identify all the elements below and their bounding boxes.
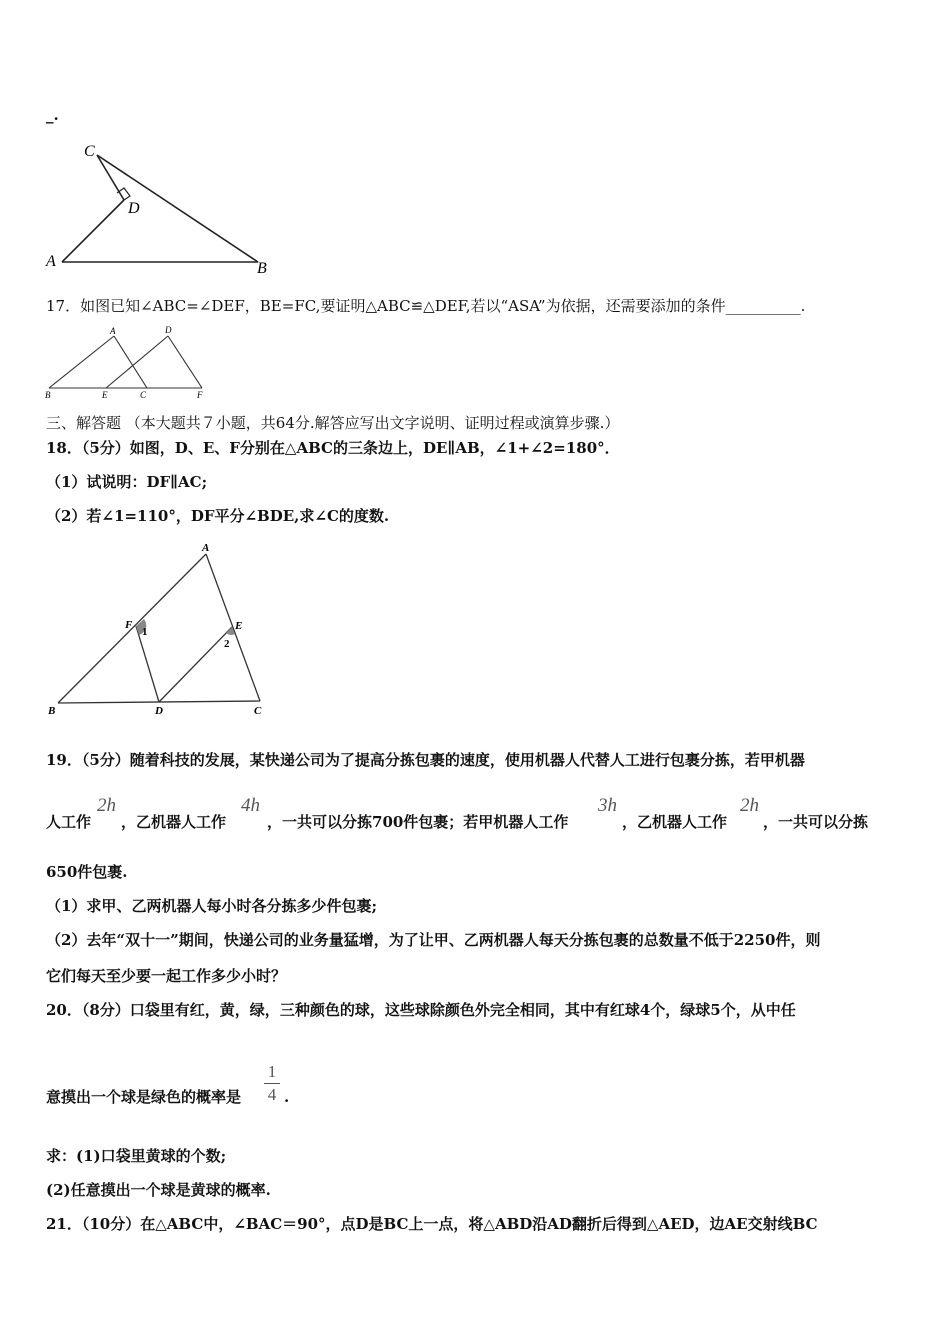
label-2: 2 [224, 638, 230, 650]
label-b: B [45, 390, 51, 400]
question-18-stem: 18．（5分）如图，D、E、F分别在△ABC的三条边上，DE∥AB，∠1+∠2=180°． [46, 439, 620, 457]
segment-fd [136, 626, 159, 702]
label-a: A [46, 253, 56, 270]
label-f: F [197, 390, 203, 400]
label-a: A [202, 542, 210, 554]
question-20-line-2b: . [284, 1088, 290, 1106]
label-1: 1 [142, 626, 148, 638]
segment-ac [114, 336, 147, 388]
question-17-text: 17．如图已知∠ABC=∠DEF，BE=FC,要证明△ABC≌△DEF,若以“ASA”为依据，还需要添加的条件 [46, 297, 726, 315]
label-c: C [254, 705, 262, 717]
label-a: A [110, 326, 116, 336]
question-20-ask: 求：(1)口袋里黄球的个数; [46, 1147, 227, 1165]
segment-ab [49, 336, 114, 388]
figure-16-triangle [40, 138, 280, 278]
question-20-line-2a: 意摸出一个球是绿色的概率是 [46, 1088, 242, 1106]
question-19-seg-d: ，乙机器人工作 [622, 813, 728, 831]
math-3h: 3h [598, 795, 617, 816]
math-2h-first: 2h [97, 795, 116, 816]
question-18-part-2: （2）若∠1=110°，DF平分∠BDE,求∠C的度数. [46, 507, 390, 525]
label-c: C [84, 143, 95, 160]
fraction-bar [264, 1083, 280, 1084]
question-19-part-2-line-1: （2）去年“双十一”期间，快递公司的业务量猛增，为了让甲、乙两机器人每天分拣包裹的总数量不低于2250件，则 [46, 931, 821, 949]
section-3-heading: 三、解答题 （本大题共７小题，共64分.解答应写出文字说明、证明过程或演算步骤.） [46, 414, 620, 432]
question-19-seg-b: ，乙机器人工作 [121, 813, 227, 831]
label-e: E [102, 390, 108, 400]
segment-ac [206, 554, 260, 701]
label-f: F [125, 619, 133, 631]
question-17-blank: __________ [725, 297, 801, 315]
question-19-line-1: 19．（5分）随着科技的发展，某快递公司为了提高分拣包裹的速度，使用机器人代替人工进行包裹分拣，若甲机器 [46, 751, 805, 769]
label-e: E [235, 620, 243, 632]
question-19-part-2-line-2: 它们每天至少要一起工作多少小时？ [46, 967, 287, 985]
question-17 [46, 296, 805, 316]
math-2h-second: 2h [740, 795, 759, 816]
figure-18-triangle [40, 538, 280, 720]
fraction-one-quarter [264, 1062, 280, 1105]
label-d: D [155, 705, 163, 717]
figure-17-triangles [40, 324, 220, 402]
question-19-seg-a: 人工作 [46, 813, 92, 831]
segment-de [159, 627, 232, 702]
question-19-part-1: （1）求甲、乙两机器人每小时各分拣多少件包裹; [46, 897, 377, 915]
label-c: C [140, 390, 147, 400]
label-b: B [257, 260, 267, 277]
segment-cd [97, 155, 124, 200]
question-20-part-2: (2)任意摸出一个球是黄球的概率. [46, 1181, 271, 1199]
question-20-line-1: 20．（8分）口袋里有红，黄，绿，三种颜色的球，这些球除颜色外完全相同，其中有红球4个，绿球5个，从中任 [46, 1001, 796, 1019]
math-4h: 4h [241, 795, 260, 816]
question-19-seg-e: ，一共可以分拣 [763, 813, 869, 831]
question-19-seg-c: ，一共可以分拣700件包裹；若甲机器人工作 [267, 813, 569, 831]
answer-blank-fragment: _. [46, 106, 59, 124]
label-d: D [165, 325, 172, 335]
label-b: B [48, 705, 56, 717]
question-19-line-3: 650件包裹. [46, 863, 128, 881]
segment-df [168, 336, 202, 388]
question-21-line-1: 21．（10分）在△ABC中，∠BAC＝90°，点D是BC上一点，将△ABD沿AD翻折后得到△AED，边AE交射线BC [46, 1215, 818, 1233]
fraction-denominator: 4 [267, 1085, 277, 1104]
fraction-numerator: 1 [267, 1062, 277, 1081]
segment-de [106, 336, 168, 388]
segment-cb [97, 155, 258, 262]
question-17-end: . [800, 297, 806, 315]
question-18-part-1: （1）试说明：DF∥AC; [46, 473, 208, 491]
segment-ad [62, 200, 124, 262]
label-d: D [128, 200, 140, 217]
